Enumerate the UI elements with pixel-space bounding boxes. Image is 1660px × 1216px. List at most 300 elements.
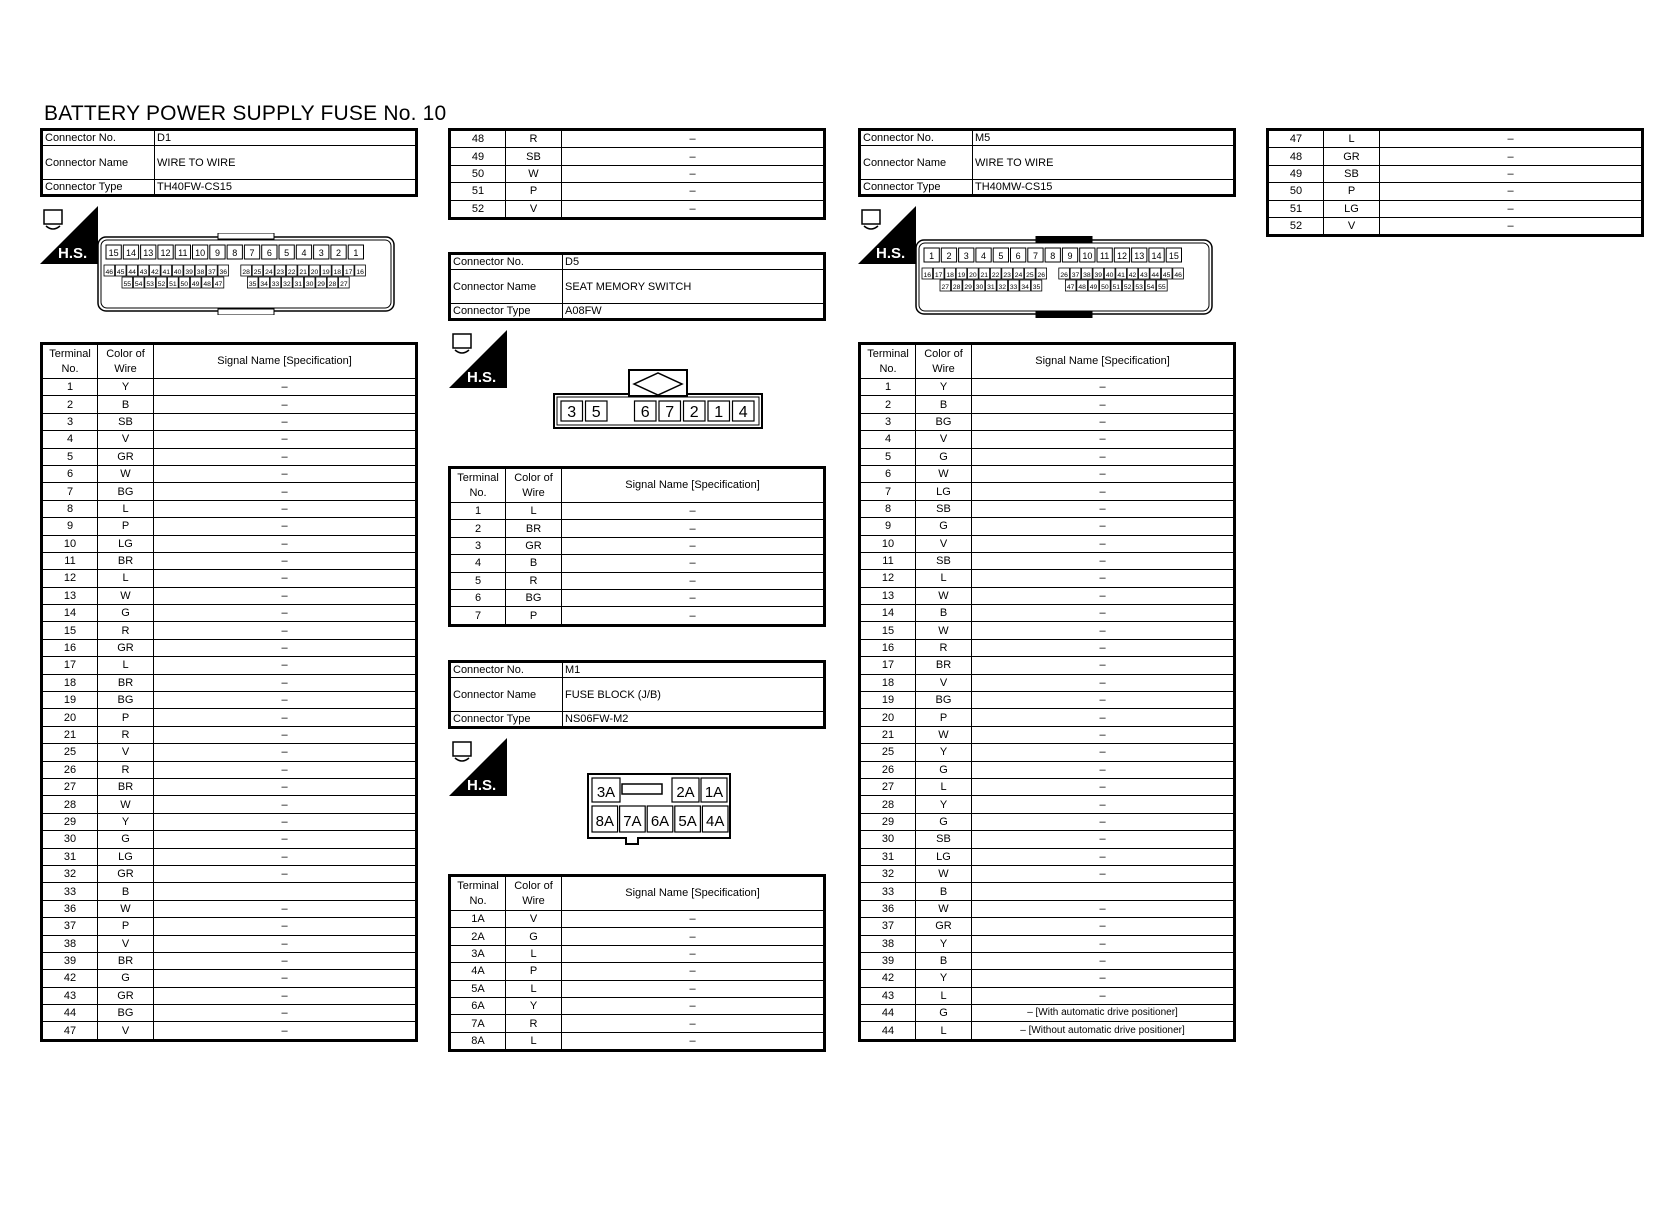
wire-color-cell: G	[916, 518, 972, 535]
wire-color-cell: V	[916, 431, 972, 448]
terminal-no-cell: 11	[42, 552, 98, 569]
signal-name-cell: – [Without automatic drive positioner]	[972, 1022, 1235, 1040]
pin-label: 38	[1083, 272, 1091, 279]
table-row	[1268, 165, 1643, 182]
wire-color-cell: SB	[506, 148, 562, 165]
pin-label: 39	[1094, 272, 1103, 279]
pin-label: 52	[1123, 284, 1132, 291]
wire-color-cell: GR	[506, 537, 562, 554]
table-row	[860, 761, 1235, 778]
terminal-no-cell: 10	[42, 535, 98, 552]
table-row	[860, 570, 1235, 587]
wire-color-cell: LG	[98, 848, 154, 865]
table-row	[42, 987, 417, 1004]
terminal-no-cell: 1	[450, 503, 506, 520]
signal-name-cell: –	[154, 657, 417, 674]
table-row	[42, 813, 417, 830]
label-connector-no: Connector No.	[450, 254, 563, 270]
pin-label: 29	[317, 281, 325, 288]
hs-label: H.S.	[876, 245, 906, 262]
signal-name-cell: –	[154, 587, 417, 604]
label-connector-name: Connector Name	[860, 146, 973, 180]
pin-label: 28	[952, 284, 961, 291]
signal-name-cell: –	[154, 535, 417, 552]
terminal-no-cell: 6	[450, 589, 506, 606]
wire-color-cell: BG	[916, 692, 972, 709]
pin-label: 27	[941, 284, 950, 291]
wire-color-cell: SB	[1324, 165, 1380, 182]
terminal-no-cell: 28	[42, 796, 98, 813]
table-row	[42, 952, 417, 969]
terminal-no-cell: 25	[860, 744, 916, 761]
terminal-no-cell: 28	[860, 796, 916, 813]
table-row	[860, 465, 1235, 482]
wire-color-cell: V	[506, 200, 562, 218]
wire-color-cell: G	[506, 928, 562, 945]
terminal-no-cell: 31	[860, 848, 916, 865]
table-row	[42, 744, 417, 761]
wire-color-cell: R	[98, 726, 154, 743]
pin-label: 28	[328, 281, 337, 288]
wire-color-cell: GR	[98, 448, 154, 465]
signal-name-cell: –	[154, 622, 417, 639]
terminal-no-cell: 30	[42, 831, 98, 848]
signal-name-cell: –	[154, 674, 417, 691]
wire-color-cell: SB	[916, 552, 972, 569]
signal-name-cell: –	[562, 503, 825, 520]
table-row	[860, 552, 1235, 569]
connector-name-value: SEAT MEMORY SWITCH	[563, 270, 825, 304]
hs-icon	[449, 738, 507, 801]
signal-name-cell: –	[972, 396, 1235, 413]
pin-label: 42	[151, 269, 159, 276]
wire-color-cell: Y	[916, 744, 972, 761]
pin-label: 16	[923, 272, 932, 279]
pin-label: 48	[1078, 284, 1086, 291]
wire-color-cell: BG	[506, 589, 562, 606]
label-connector-type: Connector Type	[450, 712, 563, 728]
terminal-no-cell: 10	[860, 535, 916, 552]
table-row	[450, 183, 825, 200]
terminal-no-cell: 38	[42, 935, 98, 952]
header-color-of-wire: Color of Wire	[916, 344, 972, 379]
wire-color-cell: W	[916, 726, 972, 743]
table-row	[450, 165, 825, 182]
pin-label: 31	[294, 281, 303, 288]
wire-color-cell: Y	[916, 970, 972, 987]
terminal-no-cell: 37	[860, 918, 916, 935]
pin-label: 6A	[650, 813, 670, 830]
pin-label: 5	[591, 404, 601, 421]
pin-label: 12	[1116, 251, 1127, 261]
terminal-no-cell: 27	[42, 778, 98, 795]
signal-name-cell: –	[154, 987, 417, 1004]
label-connector-no: Connector No.	[42, 130, 155, 146]
pin-label: 54	[1146, 284, 1155, 291]
table-row	[1268, 217, 1643, 235]
terminal-no-cell: 9	[860, 518, 916, 535]
terminal-no-cell: 50	[450, 165, 506, 182]
wire-color-cell: L	[98, 657, 154, 674]
terminal-no-cell: 6A	[450, 997, 506, 1014]
table-row	[450, 555, 825, 572]
table-row	[1268, 183, 1643, 200]
terminal-no-cell: 43	[42, 987, 98, 1004]
signal-name-cell: –	[972, 518, 1235, 535]
pin-label: 36	[219, 269, 228, 276]
table-row	[860, 431, 1235, 448]
terminal-no-cell: 3	[860, 413, 916, 430]
signal-name-cell: –	[1380, 130, 1643, 148]
wire-color-cell: BR	[98, 674, 154, 691]
wire-color-cell: R	[506, 130, 562, 148]
pin-label: 50	[180, 281, 189, 288]
terminal-no-cell: 18	[860, 674, 916, 691]
terminal-no-cell: 15	[860, 622, 916, 639]
label-connector-name: Connector Name	[450, 270, 563, 304]
pin-label: 52	[157, 281, 166, 288]
table-row	[860, 952, 1235, 969]
signal-name-cell: –	[562, 520, 825, 537]
wire-color-cell: LG	[1324, 200, 1380, 217]
signal-name-cell: –	[972, 935, 1235, 952]
terminal-no-cell: 7A	[450, 1015, 506, 1032]
table-row	[42, 448, 417, 465]
table-row	[860, 883, 1235, 900]
signal-name-cell: –	[972, 744, 1235, 761]
pin-label: 14	[1151, 251, 1162, 261]
pin-label: 15	[108, 248, 119, 258]
pin-label: 17	[934, 272, 943, 279]
terminal-no-cell: 49	[1268, 165, 1324, 182]
terminal-no-cell: 50	[1268, 183, 1324, 200]
wire-color-cell: SB	[916, 831, 972, 848]
table-row	[860, 379, 1235, 396]
terminal-no-cell: 38	[860, 935, 916, 952]
wire-color-cell: L	[1324, 130, 1380, 148]
pin-label: 13	[1134, 251, 1145, 261]
table-row	[860, 935, 1235, 952]
table-row	[42, 918, 417, 935]
table-row	[42, 500, 417, 517]
signal-name-cell: –	[972, 761, 1235, 778]
table-row	[42, 552, 417, 569]
wire-color-cell: R	[916, 639, 972, 656]
signal-name-cell: –	[562, 165, 825, 182]
terminal-no-cell: 29	[42, 813, 98, 830]
wire-color-cell: GR	[98, 987, 154, 1004]
signal-name-cell: –	[972, 952, 1235, 969]
pin-label: 26	[1037, 272, 1046, 279]
signal-name-cell: –	[972, 918, 1235, 935]
pin-label: 43	[1140, 272, 1148, 279]
wire-color-cell: V	[506, 911, 562, 928]
wire-color-cell: GR	[1324, 148, 1380, 165]
table-row	[42, 639, 417, 656]
wire-color-cell: W	[98, 587, 154, 604]
pin-label: 21	[299, 269, 307, 276]
pin-label: 4	[981, 251, 987, 261]
wire-color-cell: L	[98, 570, 154, 587]
terminal-no-cell: 9	[42, 518, 98, 535]
signal-name-cell: –	[154, 396, 417, 413]
wire-color-cell: B	[916, 883, 972, 900]
terminal-no-cell: 1	[860, 379, 916, 396]
table-row	[42, 831, 417, 848]
signal-name-cell: –	[154, 918, 417, 935]
pin-label: 50	[1101, 284, 1109, 291]
wire-color-cell: P	[98, 709, 154, 726]
table-row	[42, 935, 417, 952]
label-connector-type: Connector Type	[860, 180, 973, 196]
terminal-no-cell: 5	[860, 448, 916, 465]
signal-name-cell: –	[972, 500, 1235, 517]
hs-icon	[40, 206, 98, 269]
table-row	[42, 570, 417, 587]
terminal-no-cell: 26	[860, 761, 916, 778]
terminal-no-cell: 2	[42, 396, 98, 413]
table-row	[860, 639, 1235, 656]
label-connector-name: Connector Name	[450, 678, 563, 712]
signal-name-cell: –	[972, 535, 1235, 552]
terminal-no-cell: 6	[860, 465, 916, 482]
terminal-no-cell: 4A	[450, 963, 506, 980]
table-row	[42, 1022, 417, 1040]
signal-name-cell: –	[154, 726, 417, 743]
table-row	[450, 911, 825, 928]
pin-label: 1	[714, 404, 724, 421]
table-row	[42, 692, 417, 709]
terminal-no-cell: 13	[860, 587, 916, 604]
pin-table-m5	[858, 342, 1236, 1042]
terminal-no-cell: 43	[860, 987, 916, 1004]
signal-name-cell: –	[562, 1015, 825, 1032]
signal-name-cell: –	[972, 970, 1235, 987]
table-row	[42, 396, 417, 413]
terminal-no-cell: 33	[42, 883, 98, 900]
wire-color-cell: L	[506, 503, 562, 520]
terminal-no-cell: 31	[42, 848, 98, 865]
connector-name-value: WIRE TO WIRE	[973, 146, 1235, 180]
signal-name-cell: –	[972, 865, 1235, 882]
pin-label: 15	[1168, 251, 1179, 261]
pin-label: 7A	[623, 813, 642, 830]
header-terminal-no: Terminal No.	[42, 344, 98, 379]
table-row	[860, 413, 1235, 430]
wire-color-cell: W	[916, 465, 972, 482]
pin-label: 34	[260, 281, 268, 288]
table-row	[42, 535, 417, 552]
table-row	[42, 778, 417, 795]
signal-name-cell: –	[1380, 200, 1643, 217]
terminal-no-cell: 47	[42, 1022, 98, 1040]
pin-label: 25	[1026, 272, 1034, 279]
pin-label: 47	[214, 281, 223, 288]
terminal-no-cell: 21	[860, 726, 916, 743]
table-row	[860, 500, 1235, 517]
signal-name-cell: –	[562, 911, 825, 928]
pin-label: 29	[964, 284, 972, 291]
terminal-no-cell: 3	[42, 413, 98, 430]
signal-name-cell: –	[972, 413, 1235, 430]
pin-label: 4	[301, 248, 307, 258]
pin-label: 6	[640, 404, 650, 421]
wire-color-cell: L	[98, 500, 154, 517]
wire-color-cell: BG	[98, 483, 154, 500]
signal-name-cell: –	[154, 639, 417, 656]
table-row	[860, 518, 1235, 535]
wire-color-cell: B	[916, 396, 972, 413]
pin-label: 11	[1099, 251, 1110, 261]
table-row	[450, 503, 825, 520]
header-signal-name: Signal Name [Specification]	[972, 344, 1235, 379]
wire-color-cell: G	[916, 813, 972, 830]
pin-label: 49	[1089, 284, 1098, 291]
pin-label: 55	[123, 281, 132, 288]
terminal-no-cell: 36	[860, 900, 916, 917]
pin-label: 3	[318, 248, 324, 258]
wire-color-cell: R	[506, 572, 562, 589]
wire-color-cell: SB	[916, 500, 972, 517]
signal-name-cell: –	[562, 607, 825, 625]
wire-color-cell: LG	[916, 848, 972, 865]
table-row	[42, 709, 417, 726]
table-row	[42, 848, 417, 865]
pin-label: 51	[1112, 284, 1121, 291]
table-row	[860, 396, 1235, 413]
wire-color-cell: BR	[506, 520, 562, 537]
connector-key-bottom	[218, 309, 274, 315]
table-row	[450, 607, 825, 625]
table-row	[450, 572, 825, 589]
pin-label: 43	[139, 269, 148, 276]
signal-name-cell: –	[972, 465, 1235, 482]
terminal-no-cell: 6	[42, 465, 98, 482]
table-row	[42, 883, 417, 900]
table-row	[42, 622, 417, 639]
wire-color-cell: B	[506, 555, 562, 572]
signal-name-cell: –	[154, 483, 417, 500]
page-title: BATTERY POWER SUPPLY FUSE No. 10	[44, 102, 447, 125]
pin-label: 9	[214, 248, 220, 258]
wire-color-cell: Y	[916, 935, 972, 952]
signal-name-cell: –	[154, 570, 417, 587]
terminal-no-cell: 15	[42, 622, 98, 639]
table-row	[860, 605, 1235, 622]
signal-name-cell: –	[972, 674, 1235, 691]
terminal-no-cell: 2	[450, 520, 506, 537]
wire-color-cell: V	[916, 535, 972, 552]
wire-color-cell: V	[98, 431, 154, 448]
wire-color-cell: Y	[98, 813, 154, 830]
hs-icon	[449, 330, 507, 393]
table-row	[860, 778, 1235, 795]
connector-type-value: NS06FW-M2	[563, 712, 825, 728]
pin-label: 24	[1014, 272, 1023, 279]
wire-color-cell: P	[506, 607, 562, 625]
terminal-no-cell: 2	[860, 396, 916, 413]
wire-color-cell: P	[1324, 183, 1380, 200]
signal-name-cell: –	[562, 928, 825, 945]
wire-color-cell: SB	[98, 413, 154, 430]
pin-label: 16	[356, 269, 364, 276]
wire-color-cell: G	[98, 831, 154, 848]
terminal-no-cell: 19	[860, 692, 916, 709]
connector-info-d5	[448, 252, 826, 321]
wire-color-cell: W	[98, 465, 154, 482]
table-row	[860, 900, 1235, 917]
signal-name-cell: –	[154, 761, 417, 778]
connector-info-m1	[448, 660, 826, 729]
signal-name-cell: –	[562, 200, 825, 218]
wire-color-cell: W	[98, 900, 154, 917]
wire-color-cell: B	[916, 605, 972, 622]
terminal-no-cell: 1	[42, 379, 98, 396]
signal-name-cell: –	[972, 587, 1235, 604]
wire-color-cell: BG	[98, 692, 154, 709]
pin-table-d1-continued	[448, 128, 826, 220]
terminal-no-cell: 30	[860, 831, 916, 848]
signal-name-cell: –	[562, 945, 825, 962]
terminal-no-cell: 29	[860, 813, 916, 830]
connector-face-m1	[586, 772, 732, 851]
table-row	[860, 744, 1235, 761]
pin-label: 42	[1128, 272, 1137, 279]
terminal-no-cell: 3A	[450, 945, 506, 962]
signal-name-cell: –	[972, 483, 1235, 500]
terminal-no-cell: 3	[450, 537, 506, 554]
signal-name-cell: –	[972, 431, 1235, 448]
signal-name-cell: –	[154, 692, 417, 709]
pin-label: 47	[1066, 284, 1075, 291]
pin-label: 7	[249, 248, 255, 258]
wire-color-cell: W	[916, 900, 972, 917]
signal-name-cell: –	[154, 935, 417, 952]
terminal-no-cell: 20	[42, 709, 98, 726]
wire-color-cell: Y	[916, 796, 972, 813]
table-row	[450, 130, 825, 148]
hs-icon	[858, 206, 916, 269]
pin-label: 1	[929, 251, 935, 261]
wire-color-cell: W	[98, 796, 154, 813]
signal-name-cell: –	[972, 657, 1235, 674]
connector-type-value: TH40FW-CS15	[155, 180, 417, 196]
signal-name-cell: –	[1380, 217, 1643, 235]
pin-table-d1	[40, 342, 418, 1042]
pin-label: 3	[963, 251, 969, 261]
signal-name-cell: –	[154, 778, 417, 795]
pin-label: 19	[957, 272, 966, 279]
table-row	[42, 726, 417, 743]
wire-color-cell: V	[916, 674, 972, 691]
pin-label: 39	[185, 269, 193, 276]
terminal-no-cell: 39	[860, 952, 916, 969]
signal-name-cell: –	[562, 997, 825, 1014]
terminal-no-cell: 39	[42, 952, 98, 969]
signal-name-cell: – [With automatic drive positioner]	[972, 1005, 1235, 1022]
pin-table-m1	[448, 874, 826, 1052]
table-row	[450, 589, 825, 606]
header-signal-name: Signal Name [Specification]	[562, 468, 825, 503]
terminal-no-cell: 1A	[450, 911, 506, 928]
wire-color-cell: V	[1324, 217, 1380, 235]
wire-color-cell: W	[916, 865, 972, 882]
wire-color-cell: L	[916, 1022, 972, 1040]
wire-color-cell: W	[916, 587, 972, 604]
table-row	[1268, 130, 1643, 148]
table-row	[42, 900, 417, 917]
wire-color-cell: G	[916, 448, 972, 465]
